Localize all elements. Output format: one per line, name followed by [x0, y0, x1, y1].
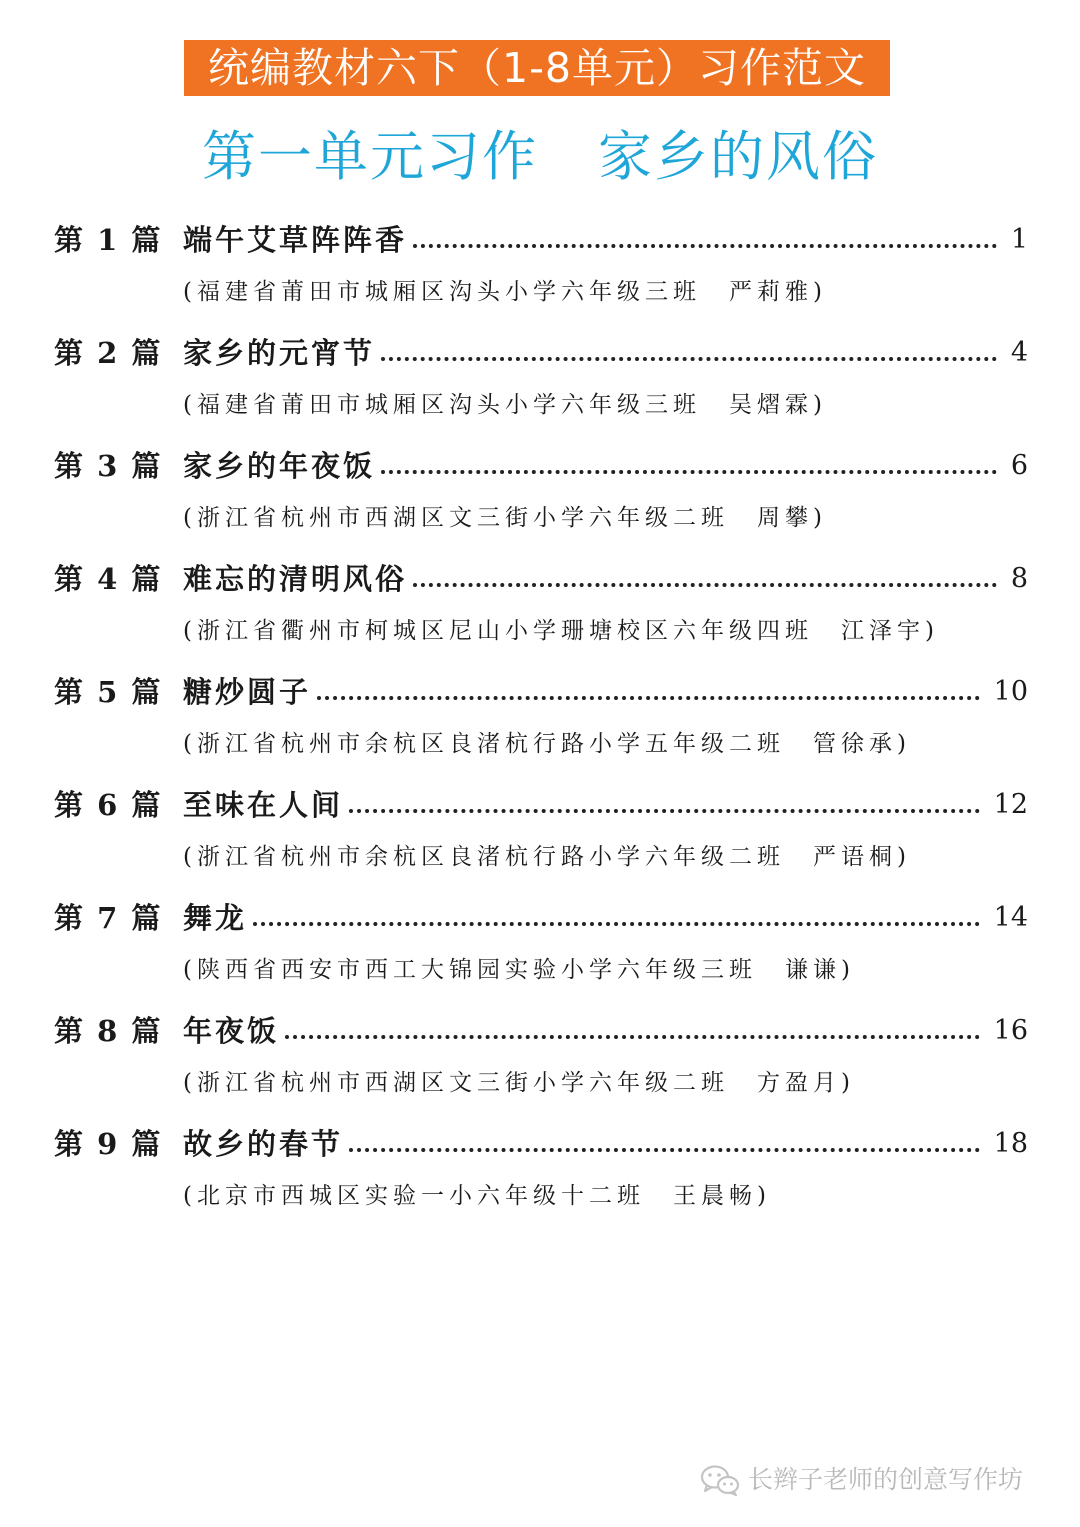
toc-entry-8[interactable]	[0, 1009, 1080, 1119]
toc-entry-author: (北京市西城区实验一小六年级十二班 王晨畅)	[183, 1183, 771, 1209]
toc-entry-row	[0, 1122, 1080, 1166]
toc-entry-title[interactable]: 故乡的春节	[183, 1127, 344, 1161]
toc-entry-3[interactable]	[0, 444, 1080, 554]
toc-dot-leader	[253, 922, 980, 926]
toc-entry-number: 第 9 篇	[54, 1127, 163, 1161]
toc-entry-title[interactable]: 家乡的元宵节	[183, 336, 376, 370]
toc-entry-number: 第 3 篇	[54, 449, 163, 483]
toc-page-number: 12	[993, 789, 1028, 820]
toc-entry-row	[0, 670, 1080, 714]
toc-entry-row	[0, 896, 1080, 940]
toc-entry-title[interactable]: 舞龙	[183, 901, 248, 935]
toc-entry-author: (福建省莆田市城厢区沟头小学六年级三班 严莉雅)	[183, 279, 827, 305]
unit-heading	[0, 122, 1080, 192]
toc-page-number: 1	[1010, 224, 1028, 255]
toc-page-number: 14	[993, 902, 1028, 933]
toc-entry-title[interactable]: 家乡的年夜饭	[183, 449, 376, 483]
toc-entry-row	[0, 331, 1080, 375]
toc-entry-row	[0, 783, 1080, 827]
toc-entry-5[interactable]	[0, 670, 1080, 780]
toc-entry-row	[0, 557, 1080, 601]
toc-entry-title[interactable]: 年夜饭	[183, 1014, 280, 1048]
unit-title: 第一单元习作	[202, 125, 538, 188]
toc-entry-title[interactable]: 至味在人间	[183, 788, 344, 822]
unit-topic: 家乡的风俗	[598, 125, 878, 188]
watermark	[700, 1460, 1023, 1500]
toc-page-number: 4	[1010, 337, 1028, 368]
toc-entry-number: 第 5 篇	[54, 675, 163, 709]
watermark-text: 长辫子老师的创意写作坊	[748, 1465, 1024, 1494]
toc-entry-number: 第 1 篇	[54, 223, 163, 257]
toc-entry-title[interactable]: 糖炒圆子	[183, 675, 312, 709]
toc-entry-number: 第 7 篇	[54, 901, 163, 935]
toc-entry-author: (浙江省衢州市柯城区尼山小学珊塘校区六年级四班 江泽宇)	[183, 618, 939, 644]
toc-entry-author: (浙江省杭州市余杭区良渚杭行路小学五年级二班 管徐承)	[183, 731, 911, 757]
toc-dot-leader	[413, 244, 997, 248]
toc-entry-author: (浙江省杭州市余杭区良渚杭行路小学六年级二班 严语桐)	[183, 844, 911, 870]
toc-entry-author: (浙江省杭州市西湖区文三街小学六年级二班 方盈月)	[183, 1070, 855, 1096]
toc-entry-title[interactable]: 难忘的清明风俗	[183, 562, 408, 596]
wechat-icon	[700, 1464, 740, 1498]
toc-entry-number: 第 6 篇	[54, 788, 163, 822]
toc-entry-6[interactable]	[0, 783, 1080, 893]
toc-page-number: 18	[993, 1128, 1028, 1159]
toc-dot-leader	[317, 696, 980, 700]
toc-page-number: 10	[993, 676, 1028, 707]
toc-entry-2[interactable]	[0, 331, 1080, 441]
toc-dot-leader	[413, 583, 997, 587]
toc-entry-author: (浙江省杭州市西湖区文三街小学六年级二班 周攀)	[183, 505, 827, 531]
toc-dot-leader	[349, 809, 980, 813]
toc-entry-title[interactable]: 端午艾草阵阵香	[183, 223, 408, 257]
toc-entry-4[interactable]	[0, 557, 1080, 667]
toc-page-number: 8	[1010, 563, 1028, 594]
toc-page-number: 16	[993, 1015, 1028, 1046]
toc-entry-row	[0, 1009, 1080, 1053]
toc-entry-7[interactable]	[0, 896, 1080, 1006]
toc-dot-leader	[381, 470, 997, 474]
toc-entry-9[interactable]	[0, 1122, 1080, 1232]
toc-entry-row	[0, 218, 1080, 262]
toc-entry-number: 第 8 篇	[54, 1014, 163, 1048]
toc-entry-row	[0, 444, 1080, 488]
toc-entry-author: (福建省莆田市城厢区沟头小学六年级三班 吴熠霖)	[183, 392, 827, 418]
toc-entry-number: 第 2 篇	[54, 336, 163, 370]
toc-dot-leader	[349, 1148, 980, 1152]
banner-title: 统编教材六下（1-8单元）习作范文	[184, 40, 890, 96]
toc-dot-leader	[285, 1035, 980, 1039]
toc-dot-leader	[381, 357, 997, 361]
toc-page-number: 6	[1010, 450, 1028, 481]
toc-entry-number: 第 4 篇	[54, 562, 163, 596]
toc-entry-author: (陕西省西安市西工大锦园实验小学六年级三班 谦谦)	[183, 957, 855, 983]
toc-entry-1[interactable]	[0, 218, 1080, 328]
